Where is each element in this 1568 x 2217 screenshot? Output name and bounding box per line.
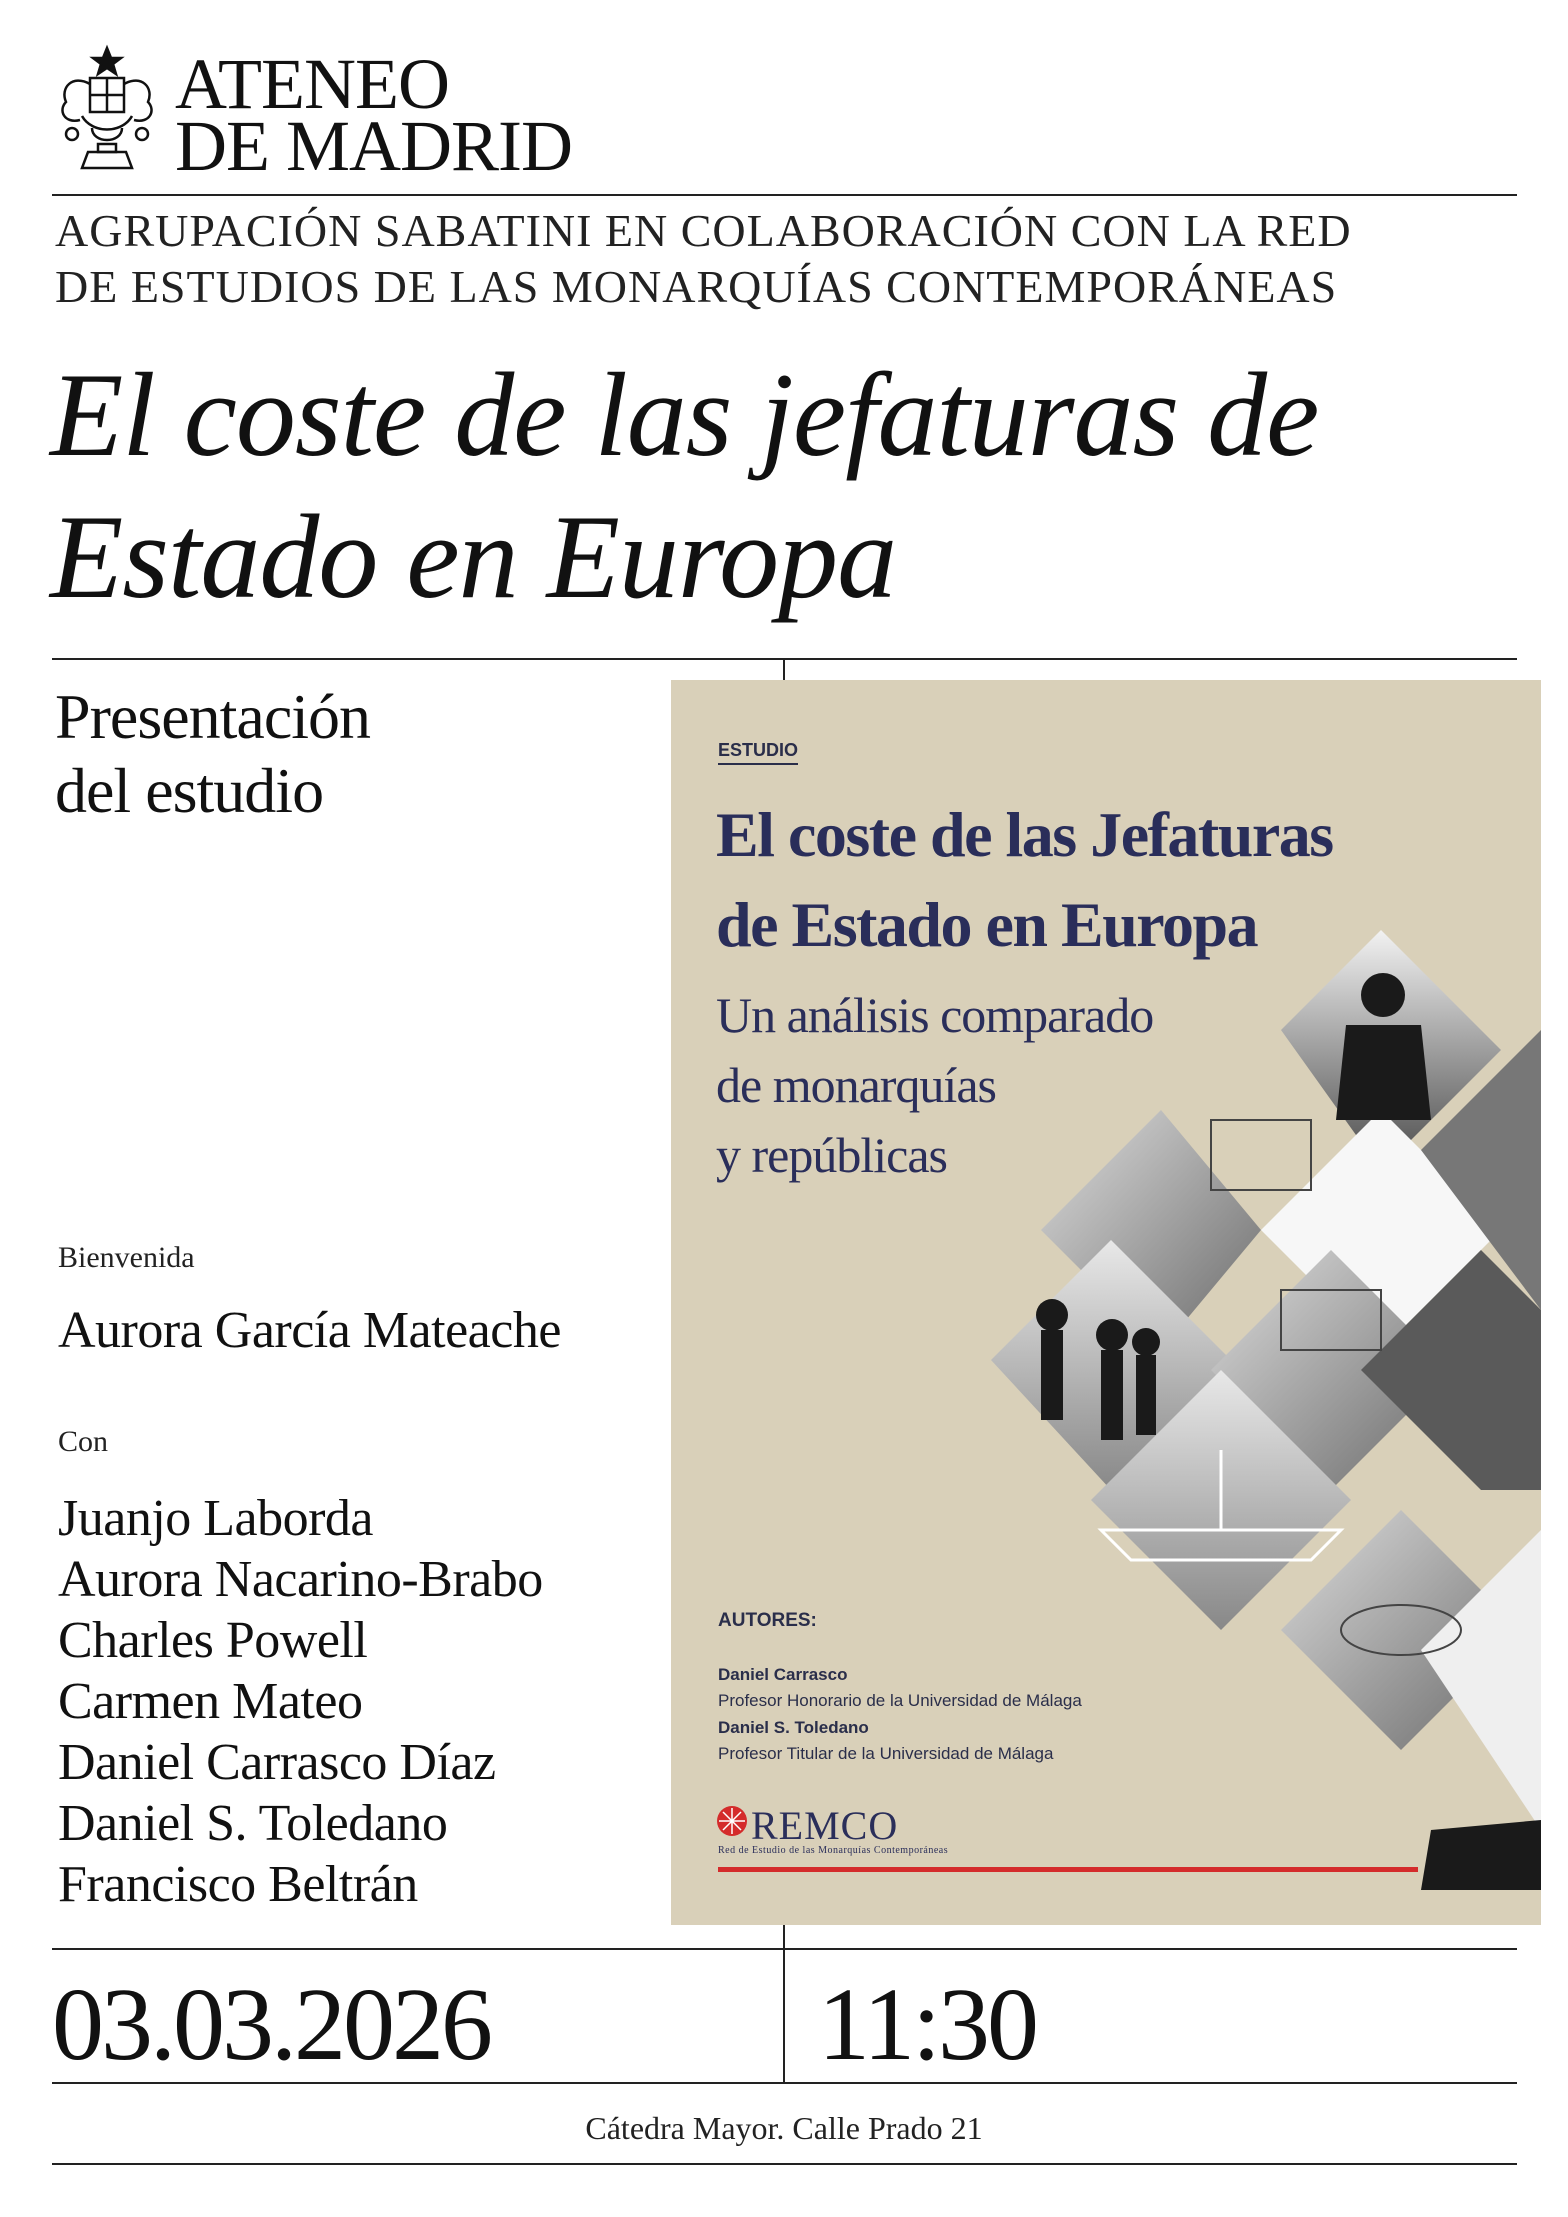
divider — [52, 2082, 1517, 2084]
participant: Carmen Mateo — [58, 1673, 363, 1730]
subtitle-line-1: Presentación — [55, 681, 370, 752]
participant: Aurora Nacarino-Brabo — [58, 1551, 543, 1608]
event-time: 11:30 — [818, 1967, 1037, 2082]
participant: Daniel Carrasco Díaz — [58, 1734, 496, 1791]
participant: Daniel S. Toledano — [58, 1795, 448, 1852]
ateneo-crest-logo — [52, 44, 162, 174]
cover-accent-bar — [718, 1867, 1418, 1872]
organizer-line-1: AGRUPACIÓN SABATINI EN COLABORACIÓN CON LA RED — [55, 205, 1352, 256]
participant: Juanjo Laborda — [58, 1490, 374, 1547]
cover-subtitle-line-2: de monarquías — [716, 1057, 996, 1113]
cover-publisher-full: Red de Estudio de las Monarquías Contemporáneas — [718, 1845, 949, 1856]
cover-author-name: Daniel Carrasco — [718, 1665, 848, 1684]
with-label: Con — [58, 1425, 109, 1458]
divider — [52, 194, 1517, 196]
cover-author-name: Daniel S. Toledano — [718, 1718, 869, 1737]
book-cover — [671, 680, 1541, 1925]
cover-author-role: Profesor Titular de la Universidad de Málaga — [718, 1744, 1054, 1763]
photo-collage — [961, 930, 1541, 1925]
cover-title-line-1: El coste de las Jefaturas — [716, 799, 1333, 870]
cover-publisher: REMCO — [751, 1803, 899, 1848]
cover-kicker: ESTUDIO — [718, 740, 798, 765]
brand-line-2: DE MADRID — [175, 106, 572, 186]
cover-subtitle-line-1: Un análisis comparado — [716, 987, 1154, 1043]
divider — [52, 2163, 1517, 2165]
participant: Francisco Beltrán — [58, 1856, 418, 1913]
cover-title-line-2: de Estado en Europa — [716, 889, 1258, 960]
event-date: 03.03.2026 — [52, 1967, 490, 2082]
organizer-line-2: DE ESTUDIOS DE LAS MONARQUÍAS CONTEMPORÁNEAS — [55, 261, 1338, 312]
event-venue: Cátedra Mayor. Calle Prado 21 — [585, 2110, 983, 2146]
cover-authors-heading: AUTORES: — [718, 1610, 817, 1631]
column-divider — [783, 658, 785, 680]
remco-logo-icon — [716, 1805, 748, 1837]
cover-author-role: Profesor Honorario de la Universidad de Málaga — [718, 1691, 1082, 1710]
welcome-person: Aurora García Mateache — [58, 1302, 561, 1359]
welcome-label: Bienvenida — [58, 1241, 195, 1274]
subtitle-line-2: del estudio — [55, 755, 324, 826]
column-divider — [783, 1925, 785, 2083]
cover-subtitle-line-3: y repúblicas — [716, 1127, 947, 1183]
brand-line-1: ATENEO — [175, 44, 449, 124]
event-title-line-1: El coste de las jefaturas de — [50, 348, 1319, 481]
event-title-line-2: Estado en Europa — [50, 490, 897, 623]
participant: Charles Powell — [58, 1612, 368, 1669]
